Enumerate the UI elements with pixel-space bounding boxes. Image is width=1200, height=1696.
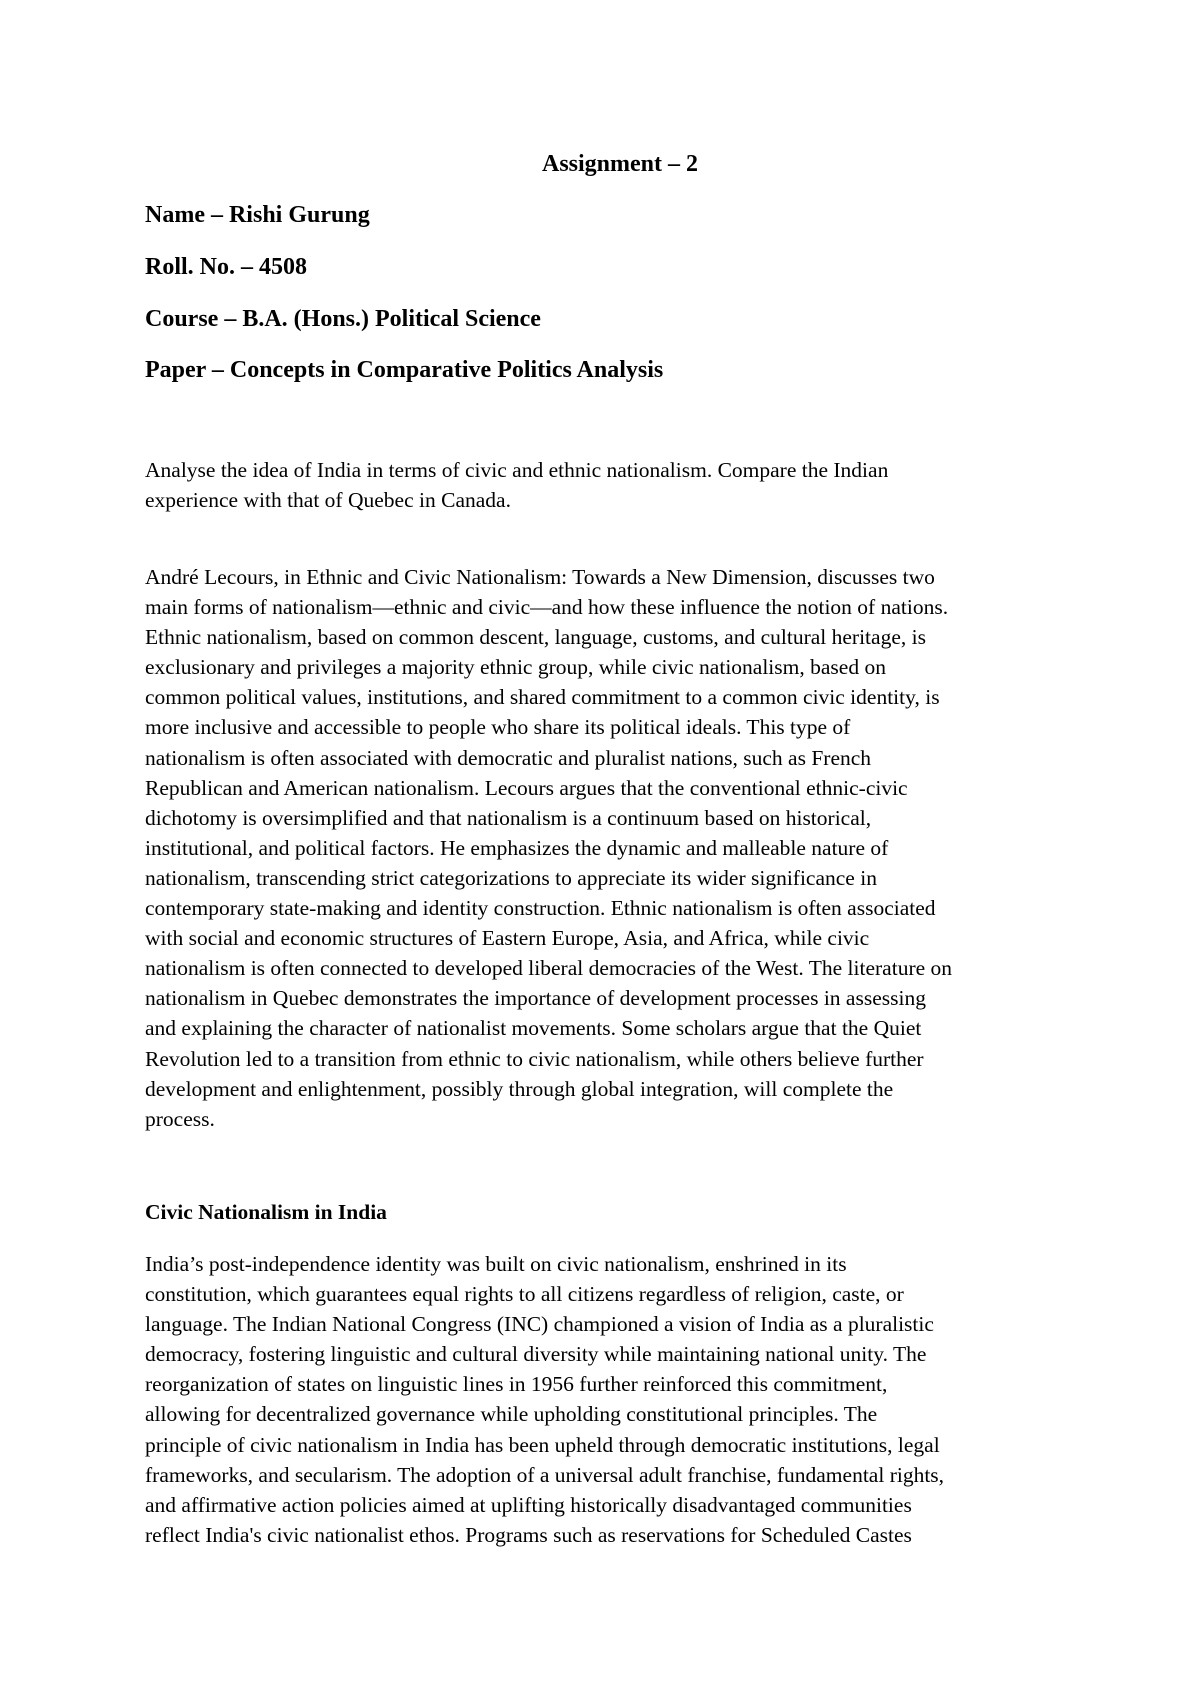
intro-line: nationalism is often associated with democratic and pluralist nations, such as French <box>145 745 872 770</box>
student-name: Name – Rishi Gurung <box>145 202 370 228</box>
intro-line: nationalism in Quebec demonstrates the importance of development processes in assessing <box>145 986 926 1011</box>
question-line: Analyse the idea of India in terms of civic and ethnic nationalism. Compare the Indian <box>145 458 889 482</box>
intro-line: Republican and American nationalism. Lecours argues that the conventional ethnic-civic <box>145 775 908 800</box>
roll-number: Roll. No. – 4508 <box>145 254 307 280</box>
question-paragraph <box>145 455 1065 515</box>
intro-line: André Lecours, in Ethnic and Civic Nationalism: Towards a New Dimension, discusses two <box>145 565 935 589</box>
section-line: India’s post-independence identity was built on civic nationalism, enshrined in its <box>145 1252 847 1276</box>
course-name: Course – B.A. (Hons.) Political Science <box>145 306 541 332</box>
document-title: Assignment – 2 <box>541 151 698 177</box>
intro-line: common political values, institutions, and shared commitment to a common civic identity, is <box>145 685 940 710</box>
section-line: frameworks, and secularism. The adoption of a universal adult franchise, fundamental rights, <box>145 1462 945 1487</box>
intro-line: development and enlightenment, possibly through global integration, will complete the <box>145 1076 894 1101</box>
intro-line: more inclusive and accessible to people who share its political ideals. This type of <box>145 715 851 740</box>
section-line: reflect India's civic nationalist ethos. Programs such as reservations for Scheduled Castes <box>145 1522 912 1547</box>
intro-line: process. <box>145 1106 215 1131</box>
section-line: democracy, fostering linguistic and cultural diversity while maintaining national unity. The <box>145 1342 927 1367</box>
paper-name: Paper – Concepts in Comparative Politics Analysis <box>145 357 664 383</box>
section-line: language. The Indian National Congress (INC) championed a vision of India as a pluralistic <box>145 1312 934 1337</box>
section-line: reorganization of states on linguistic lines in 1956 further reinforced this commitment, <box>145 1372 888 1397</box>
intro-paragraph <box>145 562 1065 1134</box>
intro-line: with social and economic structures of Eastern Europe, Asia, and Africa, while civic <box>145 926 870 951</box>
intro-line: nationalism is often connected to developed liberal democracies of the West. The literature on <box>145 956 953 981</box>
intro-line: dichotomy is oversimplified and that nationalism is a continuum based on historical, <box>145 805 872 830</box>
section-line: constitution, which guarantees equal rights to all citizens regardless of religion, caste, or <box>145 1282 904 1307</box>
section-line: allowing for decentralized governance while upholding constitutional principles. The <box>145 1402 878 1427</box>
intro-line: nationalism, transcending strict categorizations to appreciate its wider significance in <box>145 865 877 890</box>
section-line: and affirmative action policies aimed at uplifting historically disadvantaged communities <box>145 1492 912 1517</box>
intro-line: Revolution led to a transition from ethnic to civic nationalism, while others believe further <box>145 1046 924 1071</box>
intro-line: exclusionary and privileges a majority ethnic group, while civic nationalism, based on <box>145 655 886 680</box>
intro-line: institutional, and political factors. He emphasizes the dynamic and malleable nature of <box>145 835 889 860</box>
intro-line: Ethnic nationalism, based on common descent, language, customs, and cultural heritage, is <box>145 625 926 650</box>
intro-line: main forms of nationalism—ethnic and civic—and how these influence the notion of nations. <box>145 595 949 620</box>
intro-line: and explaining the character of nationalist movements. Some scholars argue that the Quiet <box>145 1016 922 1041</box>
intro-line: contemporary state-making and identity construction. Ethnic nationalism is often associated <box>145 896 936 921</box>
question-line: experience with that of Quebec in Canada. <box>145 488 511 513</box>
section-line: principle of civic nationalism in India has been upheld through democratic institutions, legal <box>145 1432 940 1457</box>
section-heading: Civic Nationalism in India <box>145 1200 387 1224</box>
section-paragraph <box>145 1249 1065 1550</box>
